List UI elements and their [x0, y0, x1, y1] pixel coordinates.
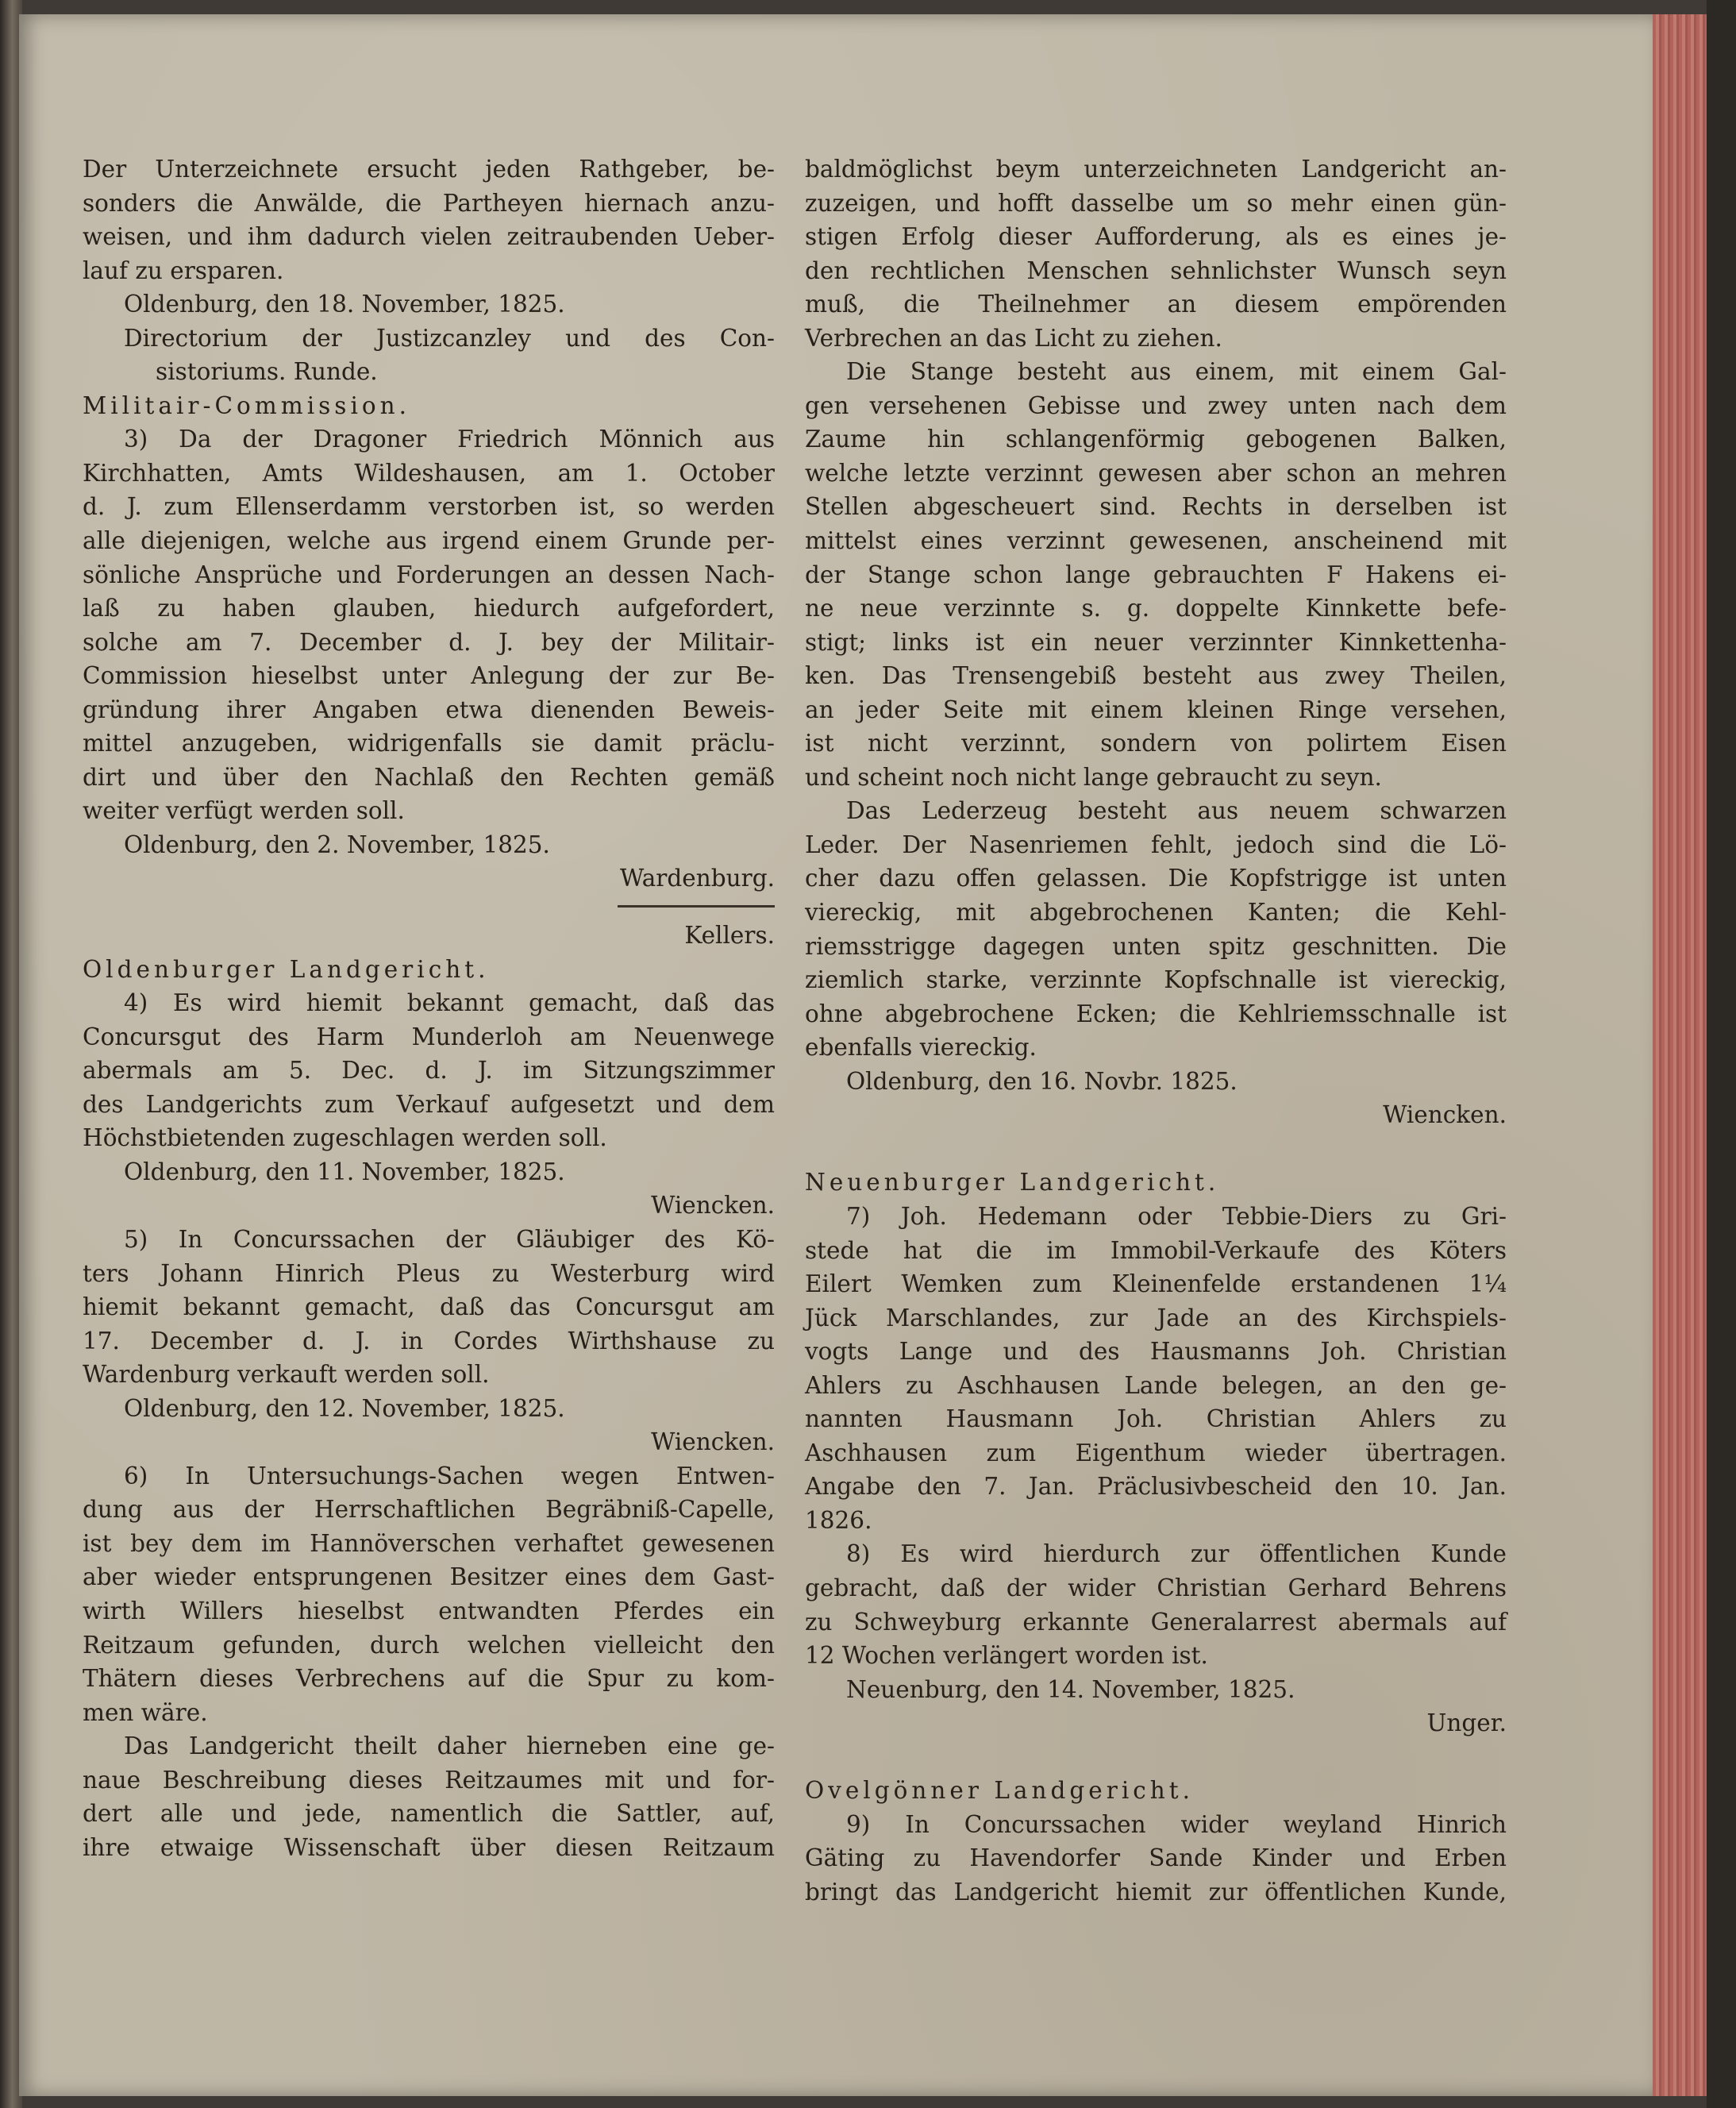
text-line: lauf zu ersparen. [83, 256, 284, 284]
text-line: ihre etwaige Wissenschaft über diesen Reitzaum [83, 1833, 775, 1861]
text-line: den rechtlichen Menschen sehnlichster Wunsch seyn [805, 256, 1507, 284]
text-line: sistoriums. Runde. [156, 358, 378, 386]
text-line: Oldenburg, den 12. November, 1825. [124, 1394, 565, 1422]
text-line: Oldenburg, den 2. November, 1825. [124, 830, 550, 858]
text-line: Der Unterzeichnete ersucht jeden Rathgeber, be- [83, 156, 775, 183]
text-line: ters Johann Hinrich Pleus zu Westerburg wird [83, 1259, 775, 1287]
text-line: Directorium der Justizcanzley und des Con- [124, 324, 775, 352]
text-line: mittel anzugeben, widrigenfalls sie damit präclu- [83, 730, 775, 757]
text-line: des Landgerichts zum Verkauf aufgesetzt und dem [83, 1090, 775, 1118]
text-line: weisen, und ihm dadurch vielen zeitraubenden Ueber- [83, 223, 775, 251]
text-line: sonders die Anwälde, die Partheyen hiernach anzu- [83, 189, 775, 217]
text-line: d. J. zum Ellenserdamm verstorben ist, so werden [83, 493, 775, 521]
text-line: 3) Da der Dragoner Friedrich Mönnich aus [124, 426, 775, 453]
background-edge [1707, 0, 1736, 2108]
text-line: Wardenburg verkauft werden soll. [83, 1361, 490, 1389]
text-line: ken. Das Trensengebiß besteht aus zwey Theilen, [805, 662, 1507, 690]
text-line: der Stange schon lange gebrauchten F Hakens ei- [805, 561, 1507, 588]
text-line: riemsstrigge dagegen unten spitz geschnitten. Die [805, 932, 1507, 960]
text-line: muß, die Theilnehmer an diesem empörenden [805, 291, 1507, 318]
text-line: Reitzaum gefunden, durch welchen vielleicht den [83, 1631, 775, 1659]
text-line: nannten Hausmann Joh. Christian Ahlers zu [805, 1405, 1507, 1433]
text-line: laß zu haben glauben, hiedurch aufgefordert, [83, 595, 775, 622]
text-line: Wiencken. [651, 1428, 775, 1456]
text-line: ne neue verzinnte s. g. doppelte Kinnkette befe- [805, 595, 1507, 622]
separator-rule [618, 905, 775, 908]
text-line: Aschhausen zum Eigenthum wieder übertragen. [805, 1439, 1507, 1466]
text-line: Neuenburger Landgericht. [805, 1169, 1220, 1197]
text-line: Jück Marschlandes, zur Jade an des Kirchspiels- [805, 1304, 1507, 1331]
text-line: 9) In Concurssachen wider weyland Hinrich [846, 1810, 1507, 1838]
text-line: solche am 7. December d. J. bey der Militair- [83, 628, 775, 656]
text-line: Thätern dieses Verbrechens auf die Spur zu kom- [83, 1665, 775, 1693]
text-line: dert alle und jede, namentlich die Sattler, auf, [83, 1800, 775, 1828]
text-line: dung aus der Herrschaftlichen Begräbniß-Capelle, [83, 1496, 775, 1524]
text-line: Oldenburg, den 16. Novbr. 1825. [846, 1067, 1238, 1095]
text-line: Verbrechen an das Licht zu ziehen. [805, 324, 1222, 352]
text-line: Wiencken. [1383, 1101, 1507, 1129]
text-line: Zaume hin schlangenförmig gebogenen Balken, [805, 426, 1507, 453]
text-line: Leder. Der Nasenriemen fehlt, jedoch sind die Lö- [805, 830, 1507, 858]
text-line: Militair-Commission. [83, 391, 411, 419]
text-line: aber wieder entsprungenen Besitzer eines dem Gast- [83, 1563, 775, 1591]
blank-line [805, 1740, 1507, 1775]
text-line: stigen Erfolg dieser Aufforderung, als es eines je- [805, 223, 1507, 251]
text-line: weiter verfügt werden soll. [83, 797, 405, 825]
text-line: an jeder Seite mit einem kleinen Ringe versehen, [805, 696, 1507, 723]
text-line: ebenfalls viereckig. [805, 1034, 1037, 1062]
text-line: zu Schweyburg erkannte Generalarrest abermals auf [805, 1608, 1507, 1636]
text-line: Wardenburg. [619, 865, 775, 892]
text-line: stigt; links ist ein neuer verzinnter Kinnkettenha- [805, 628, 1507, 656]
text-line: Höchstbietenden zugeschlagen werden soll. [83, 1124, 607, 1152]
text-line: Kirchhatten, Amts Wildeshausen, am 1. October [83, 459, 775, 487]
blank-line [805, 1132, 1507, 1166]
text-line: abermals am 5. Dec. d. J. im Sitzungszimmer [83, 1057, 775, 1085]
right-column [805, 152, 1507, 1909]
text-line: 7) Joh. Hedemann oder Tebbie-Diers zu Gri- [846, 1202, 1507, 1230]
text-line: Neuenburg, den 14. November, 1825. [846, 1675, 1295, 1703]
text-line: Gäting zu Havendorfer Sande Kinder und Erben [805, 1844, 1507, 1872]
text-line: Das Landgericht theilt daher hierneben eine ge- [124, 1732, 775, 1760]
text-line: 17. December d. J. in Cordes Wirthshause zu [83, 1327, 775, 1355]
text-line: ist nicht verzinnt, sondern von polirtem Eisen [805, 730, 1507, 757]
page-edge-red [1653, 14, 1707, 2096]
text-line: und scheint noch nicht lange gebraucht zu seyn. [805, 763, 1382, 791]
text-line: cher dazu offen gelassen. Die Kopfstrigge ist unten [805, 865, 1507, 892]
text-line: Oldenburg, den 11. November, 1825. [124, 1158, 565, 1185]
text-line: sönliche Ansprüche und Forderungen an dessen Nach- [83, 561, 775, 588]
text-line: stede hat die im Immobil-Verkaufe des Köters [805, 1236, 1507, 1264]
text-line: Angabe den 7. Jan. Präclusivbescheid den 10. Jan. [805, 1473, 1507, 1501]
text-line: gen versehenen Gebisse und zwey unten nach dem [805, 391, 1507, 419]
text-line: welche letzte verzinnt gewesen aber schon an mehren [805, 459, 1507, 487]
text-line: 6) In Untersuchungs-Sachen wegen Entwen- [124, 1462, 775, 1489]
text-line: Ahlers zu Aschhausen Lande belegen, an den ge- [805, 1371, 1507, 1399]
text-line: zuzeigen, und hofft dasselbe um so mehr einen gün- [805, 189, 1507, 217]
text-line: Wiencken. [651, 1192, 775, 1220]
text-line: viereckig, mit abgebrochenen Kanten; die Kehl- [805, 899, 1507, 927]
text-line: Commission hieselbst unter Anlegung der zur Be- [83, 662, 775, 690]
text-line: vogts Lange und des Hausmanns Joh. Christian [805, 1338, 1507, 1366]
text-line: Das Lederzeug besteht aus neuem schwarzen [846, 797, 1507, 825]
text-line: gründung ihrer Angaben etwa dienenden Beweis- [83, 696, 775, 723]
text-line: Ovelgönner Landgericht. [805, 1777, 1195, 1805]
text-line: alle diejenigen, welche aus irgend einem Grunde per- [83, 527, 775, 555]
text-line: Eilert Wemken zum Kleinenfelde erstandenen 1¼ [805, 1270, 1507, 1298]
text-line: ist bey dem im Hannöverschen verhaftet gewesenen [83, 1529, 775, 1557]
text-line: Concursgut des Harm Munderloh am Neuenwege [83, 1023, 775, 1050]
text-line: 5) In Concurssachen der Gläubiger des Kö- [124, 1225, 775, 1253]
text-line: Kellers. [684, 922, 775, 950]
text-line: hiemit bekannt gemacht, daß das Concursgut am [83, 1293, 775, 1321]
text-line: ohne abgebrochene Ecken; die Kehlriemsschnalle ist [805, 1000, 1507, 1027]
text-line: 8) Es wird hierdurch zur öffentlichen Kunde [846, 1540, 1507, 1568]
text-line: naue Beschreibung dieses Reitzaumes mit und for- [83, 1766, 775, 1794]
text-line: Oldenburger Landgericht. [83, 955, 490, 983]
text-line: 4) Es wird hiemit bekannt gemacht, daß das [124, 989, 775, 1017]
text-line: dirt und über den Nachlaß den Rechten gemäß [83, 763, 775, 791]
text-line: 1826. [805, 1506, 872, 1534]
text-line: Oldenburg, den 18. November, 1825. [124, 291, 565, 318]
text-line: wirth Willers hieselbst entwandten Pferdes ein [83, 1597, 775, 1624]
text-line: mittelst eines verzinnt gewesenen, anscheinend mit [805, 527, 1507, 555]
text-line: men wäre. [83, 1698, 208, 1726]
text-line: ziemlich starke, verzinnte Kopfschnalle ist viereckig, [805, 966, 1507, 994]
text-line: bringt das Landgericht hiemit zur öffentlichen Kunde, [805, 1878, 1507, 1906]
text-line: gebracht, daß der wider Christian Gerhard Behrens [805, 1574, 1507, 1601]
text-line: Unger. [1426, 1709, 1507, 1737]
text-line: baldmöglichst beym unterzeichneten Landgericht an- [805, 156, 1507, 183]
text-line: 12 Wochen verlängert worden ist. [805, 1642, 1208, 1670]
text-line: Die Stange besteht aus einem, mit einem Gal- [846, 358, 1507, 386]
left-column [83, 152, 775, 1864]
text-line: Stellen abgescheuert sind. Rechts in derselben ist [805, 493, 1507, 521]
